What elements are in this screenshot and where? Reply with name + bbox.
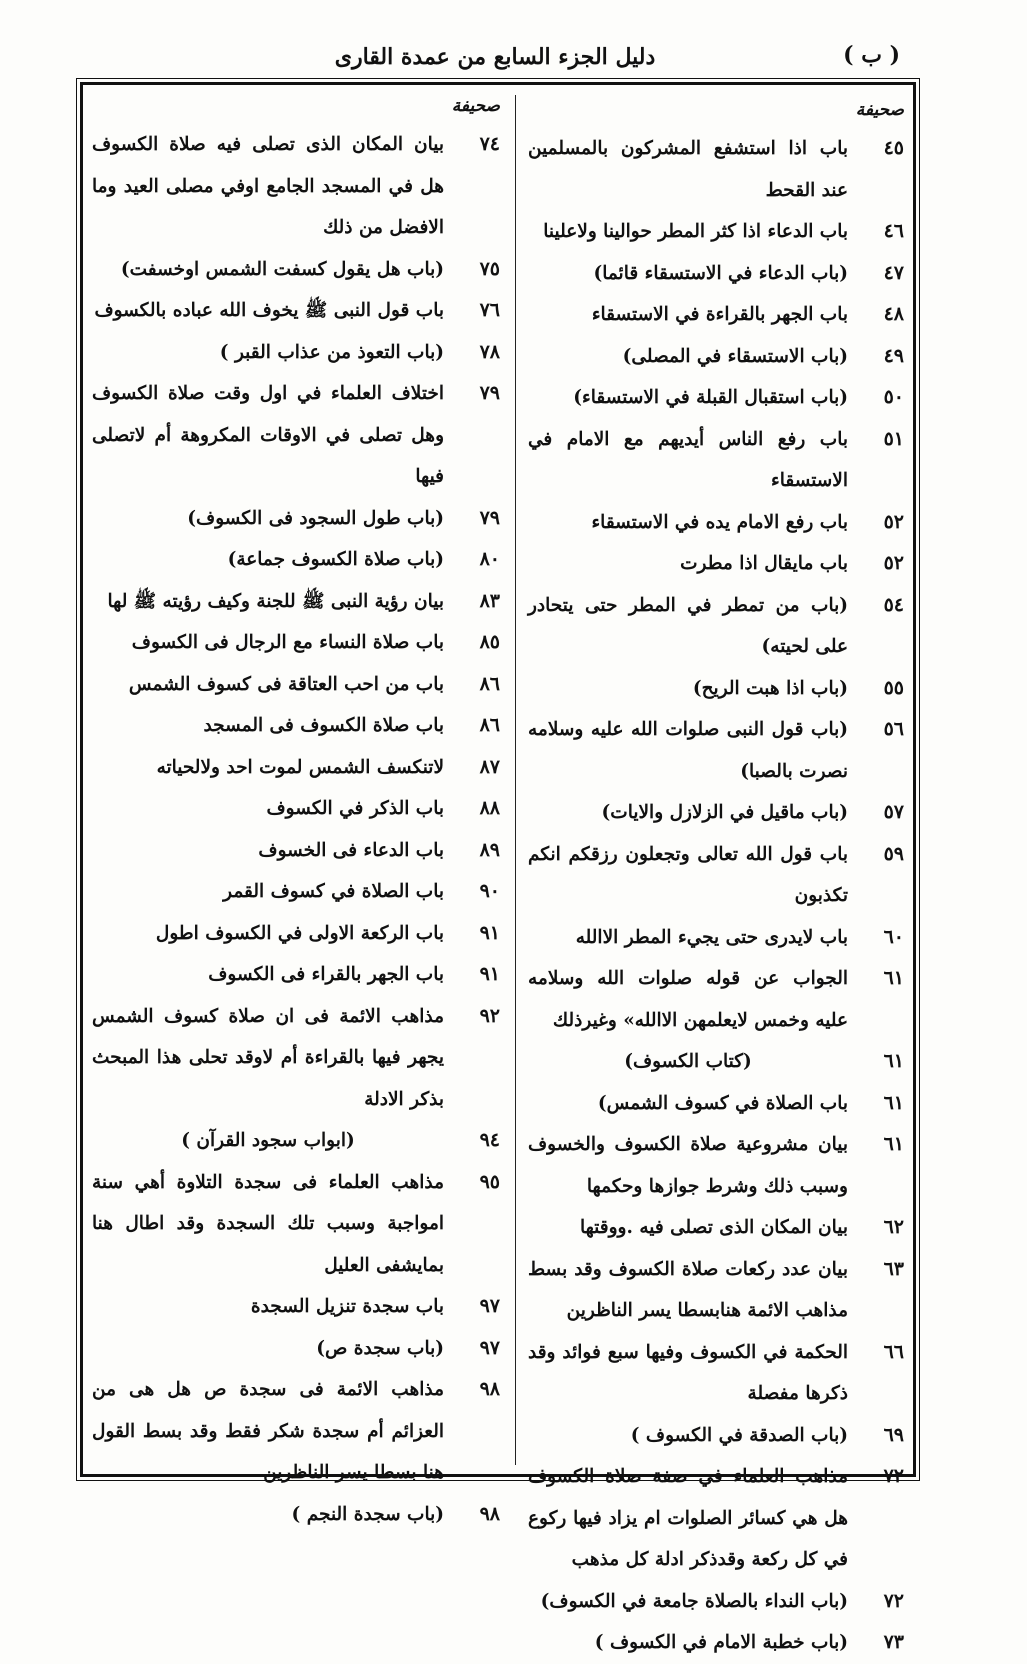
index-entry (528, 834, 908, 917)
index-entry (92, 830, 504, 872)
index-entry (528, 502, 908, 544)
page-number: ٧٢ (883, 1589, 904, 1612)
entry-title: باب الدعاء فى الخسوف (258, 839, 444, 861)
column-heading: صحيفة (451, 96, 500, 116)
entry-title: (باب سجدة ص) (316, 1337, 444, 1359)
entry-title: بيان المكان الذى تصلى فيه صلاة الكسوف هل في المسجد الجامع اوفي مصلى العيد وما الافضل من ذلك (92, 134, 444, 238)
index-entry (528, 668, 908, 710)
index-entry (528, 1415, 908, 1457)
page-number: ٩٥ (479, 1170, 500, 1193)
column-heading: صحيفة (855, 100, 904, 120)
page-number: ٦٦ (883, 1340, 904, 1363)
entry-title: (باب سجدة النجم ) (291, 1503, 444, 1525)
entry-title: (باب طول السجود فى الكسوف) (187, 507, 444, 529)
page-number: ٩٠ (479, 880, 500, 902)
entry-title: باب من احب العتاقة فى كسوف الشمس (128, 673, 444, 695)
index-entry (92, 913, 504, 955)
page-number: ٧٩ (479, 506, 500, 529)
index-entry (528, 1207, 908, 1249)
index-entry (528, 1332, 908, 1415)
index-entry (528, 1622, 908, 1664)
page-number: ٥٠ (883, 386, 904, 408)
index-entry (528, 585, 908, 668)
entry-title: (باب من تمطر في المطر حتى يتحادر على لحيته) (528, 594, 848, 657)
entry-title: بيان المكان الذى تصلى فيه .ووقتها (579, 1217, 848, 1238)
entry-title: باب صلاة النساء مع الرجال فى الكسوف (131, 632, 444, 653)
index-entry (92, 705, 504, 747)
entry-title: باب الجهر بالقراءة في الاستسقاء (591, 304, 848, 325)
index-entry (528, 336, 908, 378)
page-number: ٩١ (479, 963, 500, 985)
entry-title: الجواب عن قوله صلوات الله وسلامه عليه وخمس لايعلمهن الاالله» وغيرذلك (528, 968, 848, 1031)
entry-title: باب لايدرى حتى يجيء المطر الاالله (575, 926, 848, 948)
index-entry (528, 377, 908, 419)
entry-title: بيان رؤية النبى ﷺ للجنة وكيف رؤيته ﷺ لها (107, 590, 444, 612)
index-entry (92, 124, 504, 249)
page-number: ٨٨ (479, 797, 500, 819)
index-entry (92, 1369, 504, 1494)
index-entry (528, 294, 908, 336)
index-entry (528, 709, 908, 792)
entry-title: (باب اذا هبت الريح) (692, 677, 848, 699)
page-number: ٧٢ (883, 1465, 904, 1487)
index-entry (92, 871, 504, 913)
entry-title: باب الصلاة في كسوف القمر (223, 881, 444, 902)
running-title: دليل الجزء السابع من عمدة القارى (334, 44, 656, 70)
entry-title: باب قول النبى ﷺ يخوف الله عباده بالكسوف (94, 300, 444, 321)
entry-title: باب سجدة تنزيل السجدة (250, 1296, 444, 1317)
page-number: ٩١ (479, 921, 500, 944)
page-header (80, 40, 910, 80)
page-number: ٤٦ (883, 220, 904, 242)
entry-title: باب رفع الناس أيديهم مع الامام في الاستسقاء (528, 428, 848, 491)
index-entry (528, 958, 908, 1041)
entry-title: (باب الصدقة في الكسوف ) (630, 1424, 848, 1446)
entry-title: بيان مشروعية صلاة الكسوف والخسوف وسبب ذلك وشرط جوازها وحكمها (528, 1134, 848, 1197)
index-entry (92, 996, 504, 1121)
page-number: ٩٧ (479, 1336, 500, 1359)
page-number: ٥٥ (883, 676, 904, 699)
page-number: ٦١ (883, 1091, 904, 1114)
page-number: ٤٧ (883, 261, 904, 284)
page-mark: ( ب ) (843, 42, 900, 68)
entry-title: باب اذا استشفع المشركون بالمسلمين عند القحط (528, 138, 848, 201)
entry-title: باب الجهر بالقراء فى الكسوف (208, 964, 444, 985)
index-entry (92, 249, 504, 291)
entry-title: مذاهب الائمة فى سجدة ص هل هى من العزائم أم سجدة شكر فقط وقد بسط القول هنا بسطا يسر الناظرين (92, 1379, 444, 1483)
index-entry (528, 1041, 908, 1083)
entry-title: باب الدعاء اذا كثر المطر حوالينا ولاعلينا (543, 221, 848, 242)
page-number: ٩٤ (479, 1129, 500, 1151)
index-entry (528, 1083, 908, 1125)
index-entry (92, 1120, 504, 1162)
index-entry (528, 543, 908, 585)
index-entry (528, 1124, 908, 1207)
entry-title: (باب ماقيل في الزلازل والايات) (601, 802, 848, 823)
entry-title: لاتنكسف الشمس لموت احد ولالحياته (156, 756, 444, 778)
page-number: ٩٢ (479, 1004, 500, 1027)
entry-title: (باب الدعاء في الاستسقاء قائما) (593, 262, 848, 284)
page-number: ٥٢ (883, 552, 904, 574)
entry-list (528, 128, 908, 1664)
page-number: ٥٧ (883, 801, 904, 823)
entry-list (92, 124, 504, 1535)
page-number: ٤٩ (883, 344, 904, 367)
page-number: ٨٣ (479, 589, 500, 612)
page-number: ٦١ (883, 967, 904, 989)
page-number: ٨٩ (479, 838, 500, 861)
entry-title: مذاهب الائمة فى ان صلاة كسوف الشمس يجهر فيها بالقراءة أم لاوقد تحلى هذا المبحث بذكر الادلة (92, 1005, 444, 1110)
entry-title: بيان عدد ركعات صلاة الكسوف وقد بسط مذاهب الائمة هنابسطا يسر الناظرين (528, 1258, 848, 1321)
index-entry (92, 539, 504, 581)
index-entry (528, 1456, 908, 1581)
index-entry (528, 419, 908, 502)
index-entry (92, 373, 504, 498)
page-number: ٤٥ (883, 137, 904, 159)
page-number: ٦٢ (883, 1216, 904, 1238)
index-entry (92, 788, 504, 830)
index-entry (528, 792, 908, 834)
page-number: ٧٩ (479, 382, 500, 404)
page-number: ٤٨ (883, 303, 904, 325)
entry-title: باب قول الله تعالى وتجعلون رزقكم انكم تكذبون (528, 843, 848, 906)
page-number: ٩٨ (479, 1378, 500, 1400)
entry-title: باب مايقال اذا مطرت (680, 553, 848, 574)
entry-title: باب الصلاة في كسوف الشمس) (597, 1092, 848, 1114)
index-entry (92, 664, 504, 706)
entry-title: (باب خطبة الامام في الكسوف ) (594, 1632, 848, 1653)
page-number: ٧٣ (883, 1631, 904, 1653)
entry-title: (ابواب سجود القرآن ) (181, 1130, 355, 1151)
page-number: ٦١ (883, 1050, 904, 1072)
entry-title: (باب الاستسقاء في المصلى) (622, 345, 848, 367)
index-entry (528, 1581, 908, 1623)
page-number: ٧٦ (479, 299, 500, 321)
index-column-left (92, 88, 504, 1535)
entry-title: مذاهب العلماء فى سجدة التلاوة أهي سنة امواجبة وسبب تلك السجدة وقد اطال هنا بمايشفى العليل (92, 1171, 444, 1276)
page-number: ٨٥ (479, 631, 500, 653)
index-entry (92, 498, 504, 540)
entry-title: باب رفع الامام يده في الاستسقاء (591, 511, 848, 533)
entry-title: (باب صلاة الكسوف جماعة) (227, 549, 444, 570)
index-entry (92, 622, 504, 664)
page-number: ٦٠ (883, 925, 904, 948)
page-number: ٥٦ (883, 718, 904, 740)
page-number: ٨٠ (479, 548, 500, 570)
entry-title: باب الركعة الاولى في الكسوف اطول (155, 922, 444, 944)
index-entry (92, 290, 504, 332)
page-number: ٨٦ (479, 672, 500, 695)
page-number: ٥٤ (883, 593, 904, 616)
page-number: ٨٦ (479, 714, 500, 736)
entry-title: (باب قول النبى صلوات الله عليه وسلامه نصرت بالصبا) (528, 719, 848, 782)
page-number: ٧٤ (479, 133, 500, 155)
page-number: ٦٣ (883, 1257, 904, 1280)
index-entry (528, 211, 908, 253)
index-entry (92, 581, 504, 623)
page-number: ٧٥ (479, 257, 500, 280)
entry-title: (كتاب الكسوف) (624, 1051, 752, 1072)
index-entry (92, 1162, 504, 1287)
page-number: ٧٨ (479, 340, 500, 363)
entry-title: (باب التعوذ من عذاب القبر ) (219, 341, 444, 363)
index-entry (92, 1494, 504, 1536)
page-number: ٨٧ (479, 755, 500, 778)
entry-title: اختلاف العلماء في اول وقت صلاة الكسوف وهل تصلى في الاوقات المكروهة أم لاتصلى فيها (92, 383, 444, 487)
entry-title: (باب استقبال القبلة في الاستسقاء) (573, 387, 848, 408)
column-divider (515, 95, 516, 1465)
page-number: ٥٢ (883, 510, 904, 533)
index-entry (528, 253, 908, 295)
entry-title: مذاهب العلماء في صفة صلاة الكسوف هل هي كسائر الصلوات ام يزاد فيها ركوع في كل ركعة وقدذكر ادلة كل مذهب (528, 1466, 848, 1570)
page-number: ٩٨ (479, 1502, 500, 1525)
page-number: ٩٧ (479, 1295, 500, 1317)
index-entry (92, 1328, 504, 1370)
index-entry (528, 128, 908, 211)
index-entry (92, 747, 504, 789)
entry-title: باب الذكر في الكسوف (266, 798, 444, 819)
entry-title: (باب هل يقول كسفت الشمس اوخسفت) (120, 258, 444, 280)
index-entry (92, 954, 504, 996)
page-number: ٦١ (883, 1133, 904, 1155)
index-entry (528, 1249, 908, 1332)
entry-title: الحكمة في الكسوف وفيها سبع فوائد وقد ذكرها مفصلة (528, 1341, 848, 1404)
entry-title: باب صلاة الكسوف فى المسجد (203, 715, 444, 736)
page-number: ٦٩ (883, 1423, 904, 1446)
index-entry (92, 332, 504, 374)
page-number: ٥٩ (883, 842, 904, 865)
index-entry (528, 917, 908, 959)
index-entry (92, 1286, 504, 1328)
page-number: ٥١ (883, 427, 904, 450)
index-column-right (528, 88, 908, 1664)
entry-title: (باب النداء بالصلاة جامعة في الكسوف) (540, 1590, 848, 1612)
